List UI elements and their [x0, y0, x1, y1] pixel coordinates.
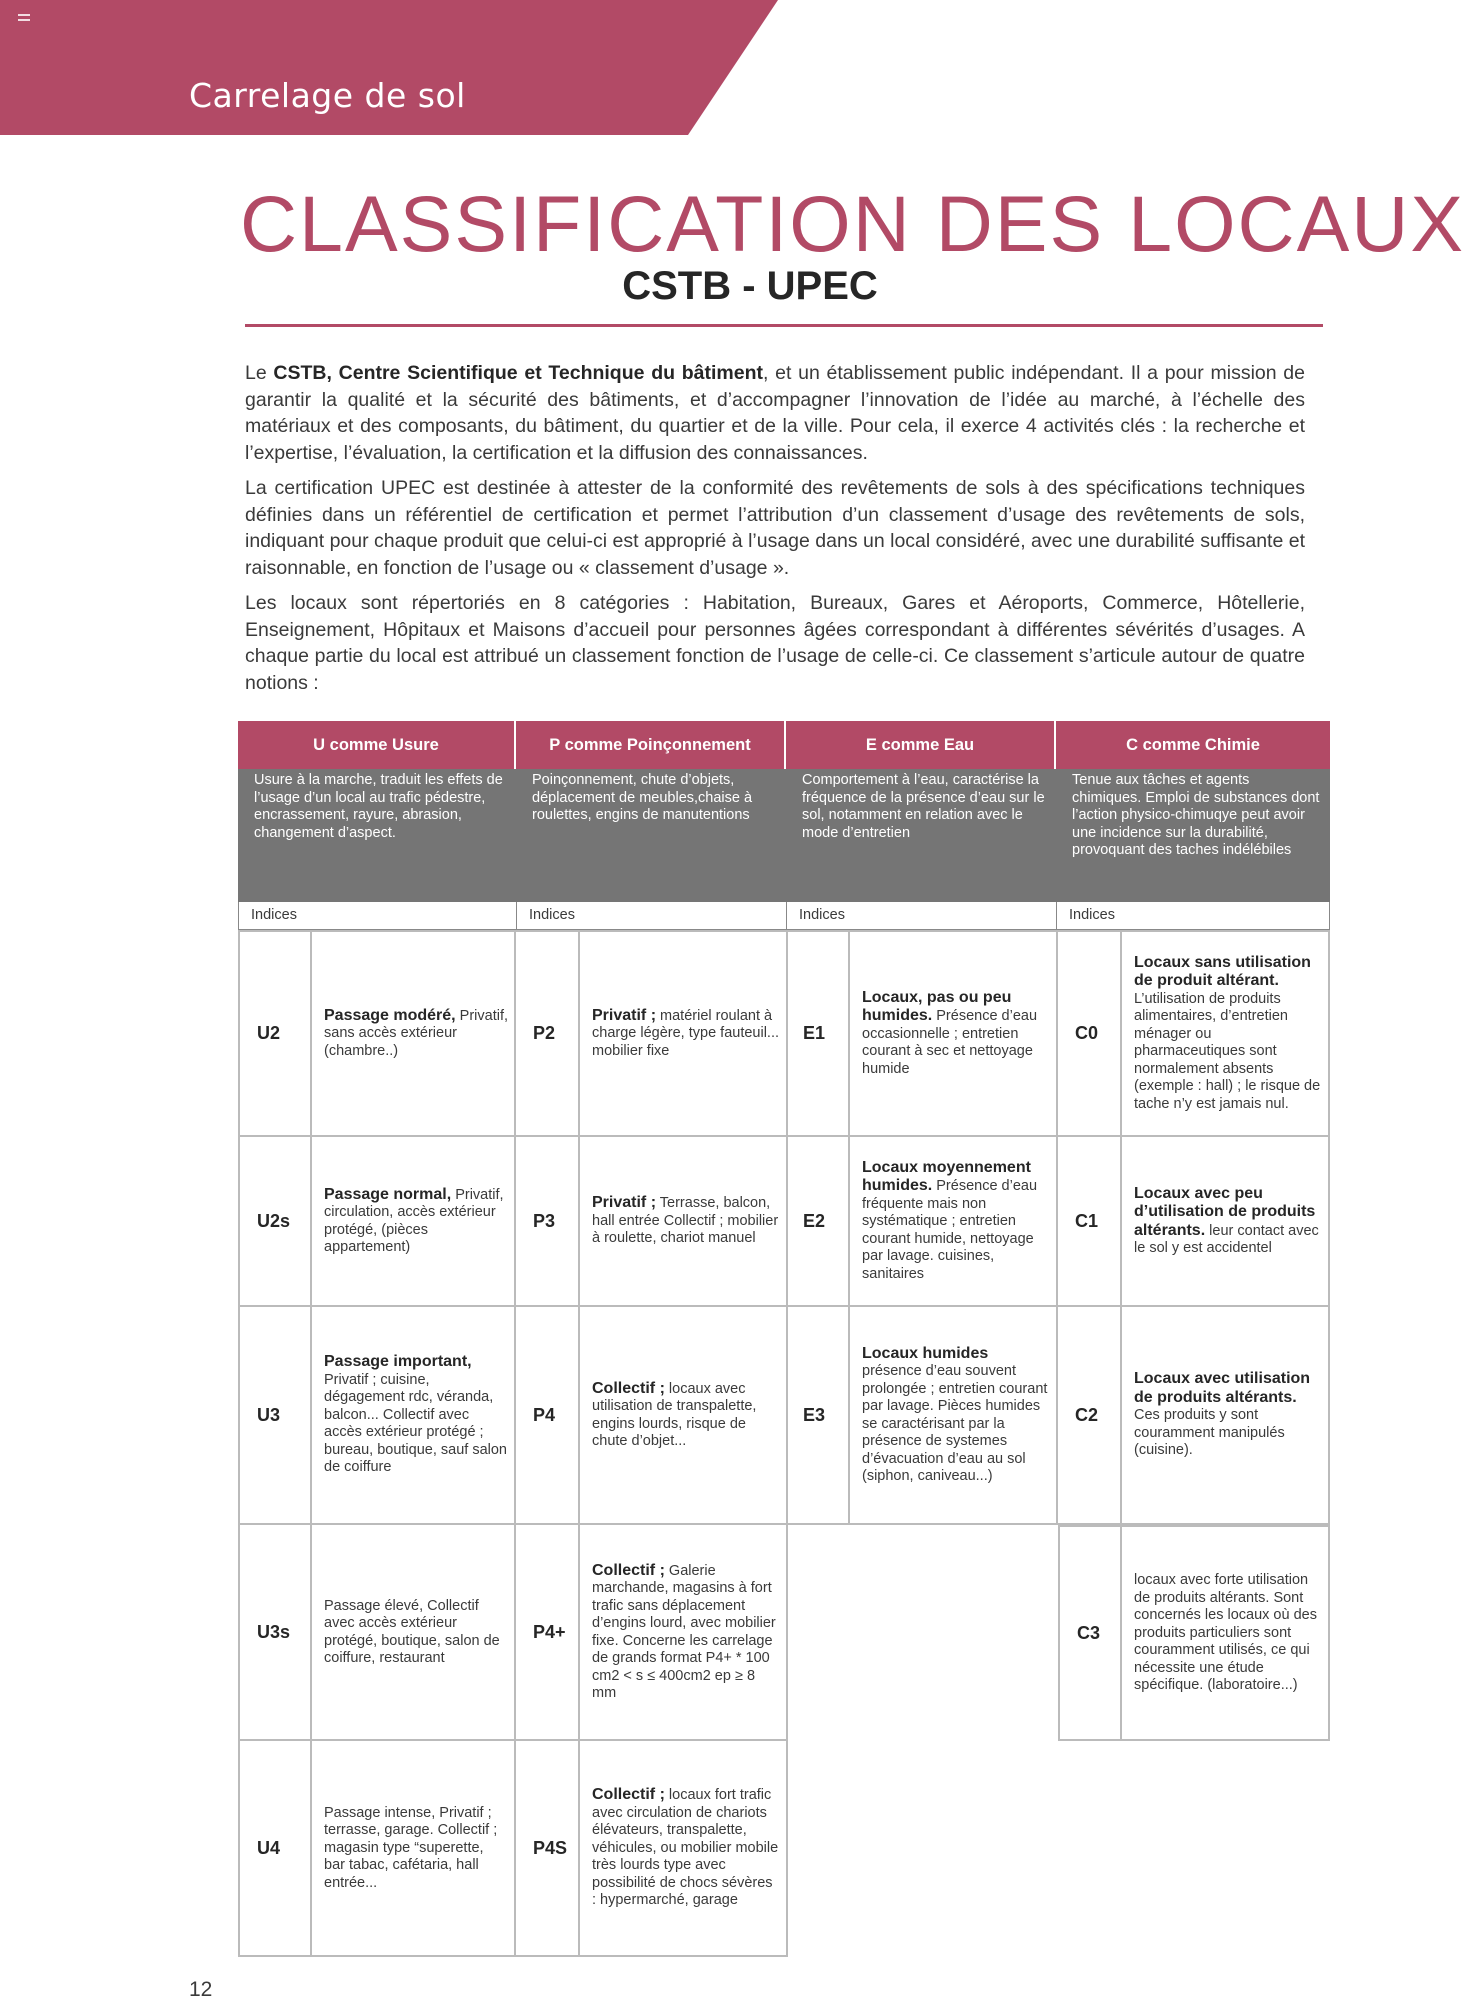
- hamburger-menu-icon[interactable]: [18, 14, 30, 24]
- code-u3: U3: [238, 1307, 312, 1525]
- indices-label-p: Indices: [516, 902, 786, 930]
- intro-text: [245, 360, 1305, 705]
- code-c3: C3: [1058, 1525, 1122, 1741]
- indices-label-c: Indices: [1056, 902, 1330, 930]
- upec-header-row: [238, 721, 1330, 769]
- desc-c1: Locaux avec peu d’utilisation de produits altérants. leur contact avec le sol y est accidentel: [1122, 1137, 1330, 1307]
- desc-eau: Comportement à l’eau, caractérise la fréquence de la présence d’eau sur le sol, notamment en relation avec le mode d’entretien: [802, 772, 1045, 841]
- desc-u3s: Passage élevé, Collectif avec accès extérieur protégé, boutique, salon de coiffure, restaurant: [312, 1525, 516, 1741]
- code-u2: U2: [238, 930, 312, 1137]
- upec-description-row: [238, 769, 1330, 902]
- page-number: 12: [189, 1978, 213, 2001]
- desc-p4plus: Collectif ; Galerie marchande, magasins à fort trafic sans déplacement d’engins lourd, avec mobilier fixe. Concerne les carrelage de grands format P4+ * 100 cm2 < s ≤ 400cm2 ep ≥ 8 mm: [580, 1525, 788, 1741]
- indices-label-e: Indices: [786, 902, 1056, 930]
- desc-e2: Locaux moyennement humides. Présence d’eau fréquente mais non systématique ; entretien courant humide, nettoyage par lavage. cuisines, sanitaires: [850, 1137, 1058, 1307]
- indices-label-u: Indices: [238, 902, 516, 930]
- code-e3: E3: [786, 1307, 850, 1525]
- code-e1: E1: [786, 930, 850, 1137]
- indices-row: [238, 902, 1330, 930]
- intro-paragraph-2: La certification UPEC est destinée à attester de la conformité des revêtements de sols à des spécifications techniques définies dans un référentiel de certification et permet l’attribution d’un classement d’usage des revêtements de sols, indiquant pour chaque produit que celui-ci est approprié à l’usage dans un local considéré, avec une durabilité suffisante et raisonnable, en fonction de l’usage ou « classement d’usage ».: [245, 477, 1305, 579]
- desc-e1: Locaux, pas ou peu humides. Présence d’eau occasionnelle ; entretien courant à sec et nettoyage humide: [850, 930, 1058, 1137]
- desc-u4: Passage intense, Privatif ; terrasse, garage. Collectif ; magasin type “superette, bar tabac, cafétaria, hall entrée...: [312, 1741, 516, 1957]
- desc-u2: Passage modéré, Privatif, sans accès extérieur (chambre..): [312, 930, 516, 1137]
- intro-paragraph-3: Les locaux sont répertoriés en 8 catégories : Habitation, Bureaux, Gares et Aéroports, Commerce, Hôtellerie, Enseignement, Hôpitaux et Maisons d’accueil pour personnes âgées correspondant à différentes sévérités d’usages. A chaque partie du local est attribué un classement fonction de l’usage de celle-ci. Ce classement s’articule autour de quatre notions :: [245, 592, 1305, 694]
- desc-chimie: Tenue aux tâches et agents chimiques. Emploi de substances dont l’action physico-chimuqye peut avoir une incidence sur la durabilité, provoquant des taches indélébiles: [1072, 772, 1320, 858]
- desc-poinconnement: Poinçonnement, chute d’objets, déplacement de meubles,chaise à roulettes, engins de manutentions: [532, 772, 753, 823]
- desc-p3: Privatif ; Terrasse, balcon, hall entrée Collectif ; mobilier à roulette, chariot manuel: [580, 1137, 788, 1307]
- desc-e3: Locaux humides présence d’eau souvent prolongée ; entretien courant par lavage. Pièces humides se caractérisant par la présence de systemes d’évacuation d’eau au sol (siphon, caniveau...): [850, 1307, 1058, 1525]
- header-usure: U comme Usure: [238, 721, 516, 769]
- code-e2: E2: [786, 1137, 850, 1307]
- code-c2: C2: [1058, 1307, 1122, 1525]
- header-band: [0, 0, 780, 135]
- header-chimie: C comme Chimie: [1126, 735, 1260, 754]
- desc-u3: Passage important, Privatif ; cuisine, dégagement rdc, véranda, balcon... Collectif avec accès extérieur protégé ; bureau, boutique, sauf salon de coiffure: [312, 1307, 516, 1525]
- code-c0: C0: [1058, 930, 1122, 1137]
- desc-p4s: Collectif ; locaux fort trafic avec circulation de chariots élévateurs, transpalette, véhicules, ou mobilier mobile très lourds type avec possibilité de chocs sévères : hypermarché, garage: [580, 1741, 788, 1957]
- desc-c2: Locaux avec utilisation de produits altérants. Ces produits y sont couramment manipulés (cuisine).: [1122, 1307, 1330, 1525]
- page-title: CLASSIFICATION DES LOCAUX: [240, 179, 1465, 268]
- header-poinconnement: P comme Poinçonnement: [516, 721, 786, 769]
- desc-p2: Privatif ; matériel roulant à charge légère, type fauteuil... mobilier fixe: [580, 930, 788, 1137]
- code-u2s: U2s: [238, 1137, 312, 1307]
- desc-c3: locaux avec forte utilisation de produits altérants. Sont concernés les locaux où des produits particuliers sont couramment utilisés, ce qui nécessite une étude spécifique. (laboratoire...): [1122, 1525, 1330, 1741]
- code-u4: U4: [238, 1741, 312, 1957]
- desc-usure: Usure à la marche, traduit les effets de l’usage d’un local au trafic pédestre, encrassement, rayure, abrasion, changement d’aspect.: [254, 772, 503, 841]
- code-p2: P2: [516, 930, 580, 1137]
- section-title: Carrelage de sol: [189, 76, 466, 115]
- desc-c0: Locaux sans utilisation de produit altérant. L’utilisation de produits alimentaires, d’entretien ménager ou pharmaceutiques sont normalement absents (exemple : hall) ; le risque de tache n’y est jamais nul.: [1122, 930, 1330, 1137]
- header-eau: E comme Eau: [786, 721, 1056, 769]
- code-c1: C1: [1058, 1137, 1122, 1307]
- intro-paragraph-1: Le CSTB, Centre Scientifique et Technique du bâtiment, et un établissement public indépendant. Il a pour mission de garantir la qualité et la sécurité des bâtiments, et d’accompagner l’innovation de l’idée au marché, à l’échelle des matériaux et des composants, du bâtiment, du quartier et de la ville. Pour cela, il exerce 4 activités clés : la recherche et l’expertise, l’évaluation, la certification et la diffusion des connaissances.: [245, 362, 1306, 464]
- desc-u2s: Passage normal, Privatif, circulation, accès extérieur protégé, (pièces appartement): [312, 1137, 516, 1307]
- code-p4s: P4S: [516, 1741, 580, 1957]
- code-p4plus: P4+: [516, 1525, 580, 1741]
- code-p3: P3: [516, 1137, 580, 1307]
- title-divider: [245, 324, 1323, 327]
- code-p4: P4: [516, 1307, 580, 1525]
- desc-p4: Collectif ; locaux avec utilisation de transpalette, engins lourds, risque de chute d’objet...: [580, 1307, 788, 1525]
- code-u3s: U3s: [238, 1525, 312, 1741]
- page-subtitle: CSTB - UPEC: [622, 264, 878, 308]
